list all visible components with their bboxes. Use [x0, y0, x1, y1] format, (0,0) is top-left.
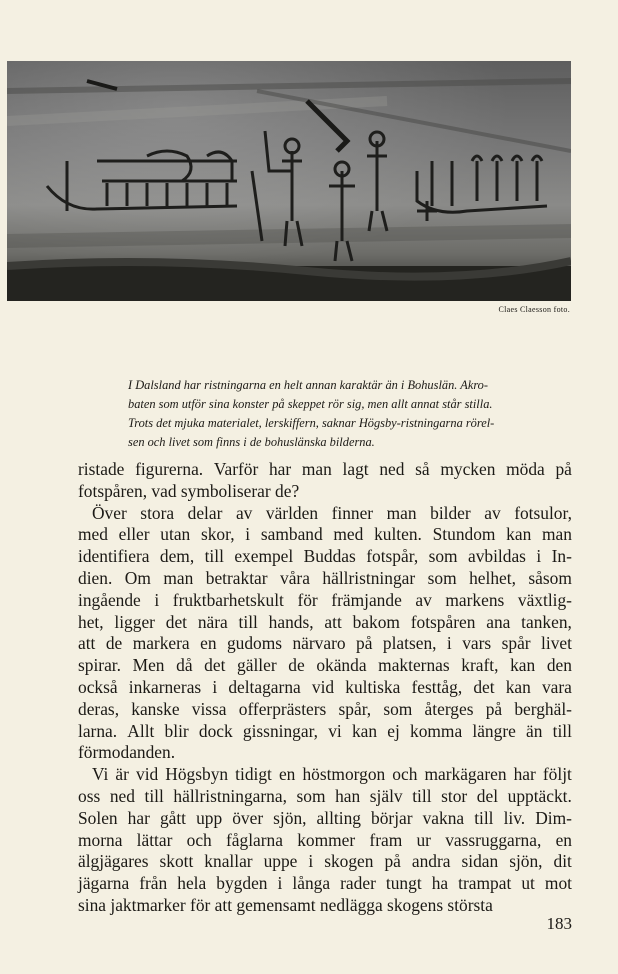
rock-carving-photo	[7, 61, 571, 301]
body-text	[78, 459, 572, 917]
rock-carving-image	[7, 61, 571, 301]
body-line: jägarna från hela bygden i långa rader tungt ha trampat ut mot	[78, 873, 572, 894]
body-line: dien. Om man betraktar våra hällristningar som helhet, såsom	[78, 567, 572, 588]
body-line: sina jaktmarker för att gemensamt nedlägga skogens största	[78, 894, 493, 915]
body-line: fotspåren, vad symboliserar de?	[78, 480, 300, 501]
figure-caption	[128, 376, 568, 452]
body-line: med eller utan skor, i samband med kulten. Stundom kan man	[78, 524, 572, 545]
body-line: spirar. Men då det gäller de okända makternas kraft, kan den	[78, 655, 572, 676]
body-line: larna. Allt blir dock gissningar, vi kan ej komma längre än till	[78, 720, 572, 741]
body-line: ristade figurerna. Varför har man lagt ned så mycken möda på	[78, 459, 572, 479]
page-number: 183	[546, 914, 572, 933]
body-line: oss ned till hällristningarna, som han själv till stor del upptäckt.	[78, 785, 572, 806]
caption-line: I Dalsland har ristningarna en helt annan karaktär än i Bohuslän. Akro-	[128, 378, 489, 392]
body-line: identifiera dem, till exempel Buddas fotspår, som avbildas i In-	[78, 546, 572, 567]
caption-line: sen och livet som finns i de bohuslänska bilderna.	[128, 435, 375, 449]
caption-line: Trots det mjuka materialet, lerskiffern, saknar Högsby-ristningarna rörel-	[128, 416, 495, 430]
body-line: älgjägares skott knallar uppe i skogen på andra sidan sjön, dit	[78, 851, 572, 872]
body-line: ingående i fruktbarhetskult för främjande av markens växtlig-	[78, 589, 572, 610]
body-line: Över stora delar av världen finner man bilder av fotsulor,	[92, 502, 572, 523]
body-line: deras, kanske vissa offerprästers spår, som återges på berghäl-	[78, 698, 572, 719]
body-line: het, ligger det nära till hands, att bakom fotspåren ana tanken,	[78, 611, 572, 632]
body-line: Vi är vid Högsbyn tidigt en höstmorgon och markägaren har följt	[92, 764, 572, 785]
body-line: förmodanden.	[78, 742, 176, 763]
body-line: att de markera en gudoms närvaro på platsen, i vars spår livet	[78, 633, 572, 654]
photo-credit: Claes Claesson foto.	[498, 305, 570, 314]
body-line: morna lättar och fåglarna kommer fram ur vassruggarna, en	[78, 829, 572, 850]
body-line: Solen har gått upp över sjön, allting börjar vakna till liv. Dim-	[78, 807, 572, 828]
body-line: också inkarneras i deltagarna vid kultiska festtåg, det kan vara	[78, 676, 572, 697]
caption-line: baten som utför sina konster på skeppet rör sig, men allt annat står stilla.	[128, 397, 493, 411]
